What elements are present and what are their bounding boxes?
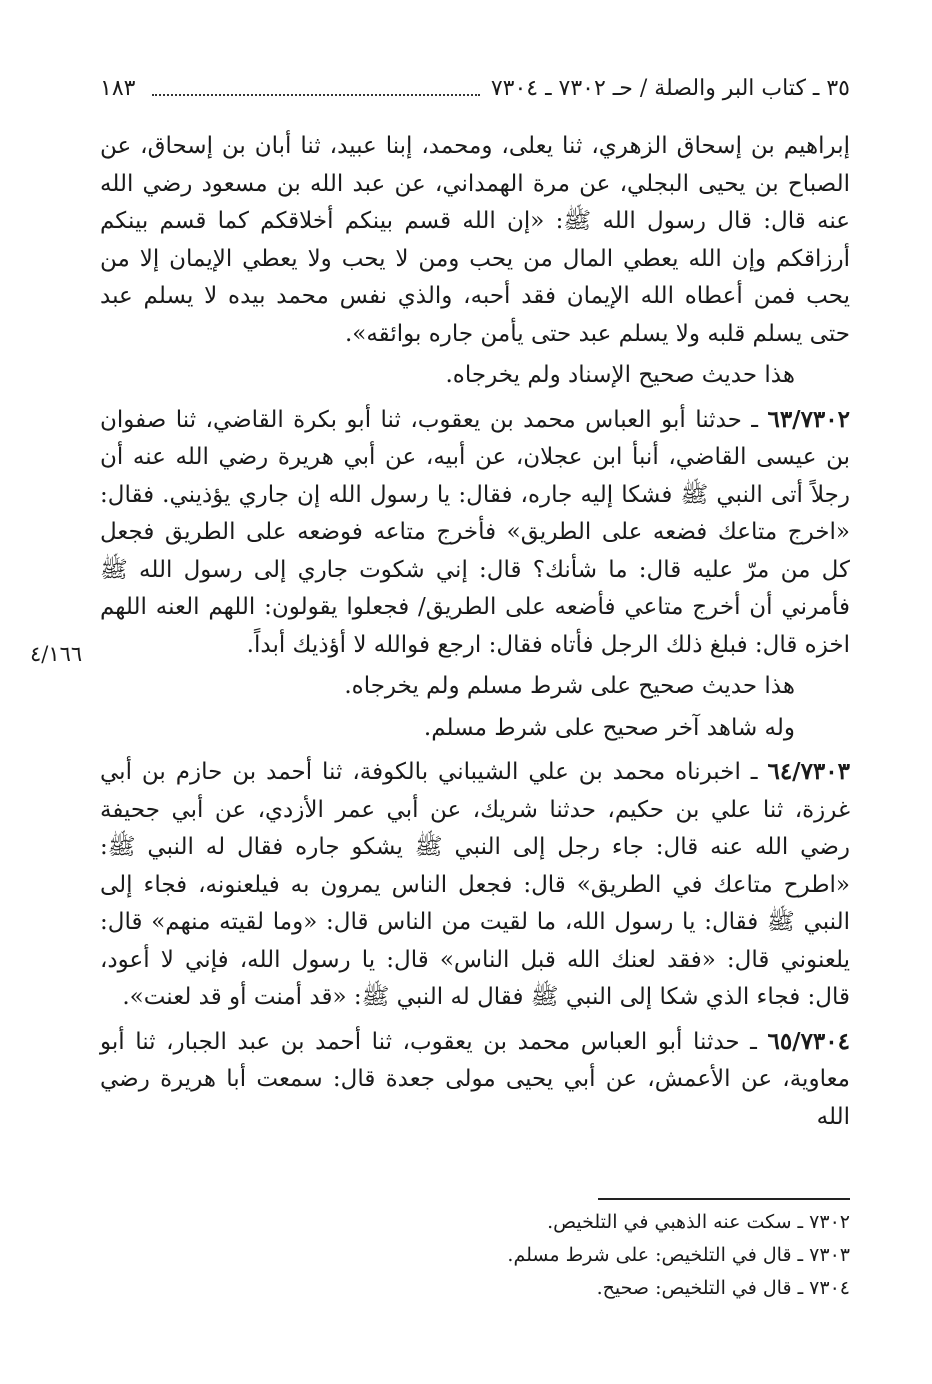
paragraph-text: ـ حدثنا أبو العباس محمد بن يعقوب، ثنا أحمد بن عبد الجبار، ثنا أبو معاوية، عن الأعمش، عن أبي يحيى مولى جعدة قال: سمعت أبا هريرة رضي الله bbox=[100, 1028, 850, 1130]
paragraph-text: إبراهيم بن إسحاق الزهري، ثنا يعلى، ومحمد، إبنا عبيد، ثنا أبان بن إسحاق، عن الصباح بن يحيى البجلي، عن مرة الهمداني، عن عبد الله بن مسعود رضي الله عنه قال: قال رسول الله ﷺ: «إن الله قسم بينكم أخلاقكم كما قسم بينكم أرزاقكم وإن الله يعطي المال من يحب ومن لا يحب ولا يعطي الإيمان إلا من يحب فمن أعطاه الله الإيمان فقد أحبه، والذي نفس محمد بيده لا يسلم عبد حتى يسلم قلبه ولا يسلم عبد حتى يأمن جاره بوائقه». bbox=[100, 133, 850, 347]
grading-note bbox=[100, 668, 850, 706]
paragraph-text: ـ اخبرناه محمد بن علي الشيباني بالكوفة، ثنا أحمد بن حازم بن أبي غرزة، ثنا علي بن حكيم، حدثنا شريك، عن أبي عمر الأزدي، عن أبي جحيفة رضي الله عنه قال: جاء رجل إلى النبي ﷺ يشكو جاره فقال له النبي ﷺ: «اطرح متاعك في الطريق» قال: فجعل الناس يمرون به فيلعنونه، فجاء إلى النبي ﷺ فقال: يا رسول الله، ما لقيت من الناس قال: «وما لقيته منهم» قال: يلعنوني قال: «فقد لعنك الله قبل الناس» قال: يا رسول الله، فإني لا أعود، قال: فجاء الذي شكا إلى النبي ﷺ فقال له النبي ﷺ: «قد أمنت أو قد لعنت». bbox=[100, 759, 850, 1010]
paragraph-text: وله شاهد آخر صحيح على شرط مسلم. bbox=[423, 714, 795, 741]
running-header bbox=[100, 74, 850, 110]
hadith-number: ٦٥/٧٣٠٤ bbox=[767, 1027, 850, 1055]
hadith-7302 bbox=[100, 401, 850, 665]
paragraph-text: هذا حديث صحيح الإسناد ولم يخرجاه. bbox=[445, 362, 795, 388]
hadith-number: ٦٤/٧٣٠٣ bbox=[767, 758, 850, 785]
hadith-7303 bbox=[100, 753, 850, 1017]
hadith-number: ٦٣/٧٣٠٢ bbox=[767, 405, 850, 433]
paragraph-text: ـ حدثنا أبو العباس محمد بن يعقوب، ثنا أبو بكرة القاضي، ثنا صفوان بن عيسى القاضي، أنبأ ابن عجلان، عن أبيه، عن أبي هريرة رضي الله عنه أن رجلاً أتى النبي ﷺ فشكا إليه جاره، فقال: يا رسول الله إن جاري يؤذيني. فقال: «اخرج متاعك فضعه على الطريق» فأخرج متاعه فوضعه على الطريق فجعل كل من مرّ عليه قال: ما شأنك؟ قال: إني شكوت جاري إلى رسول الله ﷺ فأمرني أن أخرج متاعي فأضعه على الطريق/ فجعلوا يقولون: اللهم العنه اللهم اخزه قال: فبلغ ذلك الرجل فأتاه فقال: ارجع فوالله لا أؤذيك أبداً. bbox=[100, 406, 850, 658]
grading-note bbox=[100, 357, 850, 395]
page-number: ١٨٣ bbox=[100, 76, 136, 101]
hadith-7304 bbox=[100, 1023, 850, 1137]
footnotes bbox=[400, 1206, 850, 1305]
footnote: ٧٣٠٤ ـ قال في التلخيص: صحيح. bbox=[596, 1277, 850, 1299]
footnote: ٧٣٠٣ ـ قال في التلخيص: على شرط مسلم. bbox=[507, 1244, 850, 1266]
paragraph-text: هذا حديث صحيح على شرط مسلم ولم يخرجاه. bbox=[344, 673, 795, 699]
main-text bbox=[100, 128, 850, 1136]
header-dot-leader bbox=[152, 94, 480, 96]
paragraph-continuation bbox=[100, 128, 850, 353]
footnote: ٧٣٠٢ ـ سكت عنه الذهبي في التلخيص. bbox=[547, 1211, 850, 1233]
header-title: ٣٥ ـ كتاب البر والصلة / حـ ٧٣٠٢ ـ ٧٣٠٤ bbox=[490, 76, 850, 101]
grading-note bbox=[100, 710, 850, 748]
footnote-separator bbox=[598, 1198, 850, 1200]
manuscript-margin-reference: ٤/١٦٦ bbox=[30, 642, 83, 666]
